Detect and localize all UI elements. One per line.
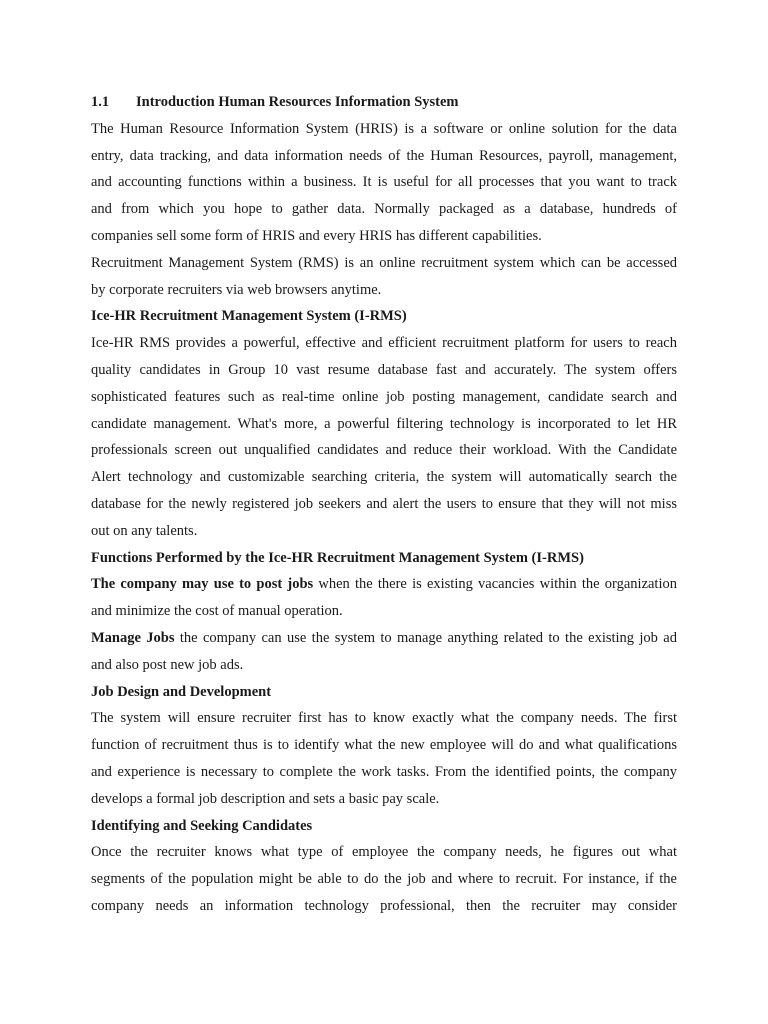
- section-heading: [91, 89, 677, 116]
- paragraph-line: Alert technology and customizable searching criteria, the system will automatically search the: [91, 469, 677, 486]
- irms-paragraph: [91, 330, 677, 544]
- paragraph-line: develops a formal job description and sets a basic pay scale.: [91, 790, 440, 807]
- irms-heading: Ice-HR Recruitment Management System (I-RMS): [91, 308, 407, 325]
- paragraph-line: by corporate recruiters via web browsers anytime.: [91, 281, 382, 298]
- manage-jobs-paragraph: [91, 625, 677, 679]
- paragraph-line: sophisticated features such as real-time online job posting management, candidate search and: [91, 388, 677, 405]
- paragraph-line: professionals screen out unqualified candidates and reduce their workload. With the Candidate: [91, 442, 677, 459]
- paragraph-line: segments of the population might be able to do the job and where to recruit. For instance, if the: [91, 871, 677, 888]
- paragraph-line: companies sell some form of HRIS and every HRIS has different capabilities.: [91, 227, 542, 244]
- rms-paragraph: [91, 250, 677, 304]
- paragraph-line: quality candidates in Group 10 vast resume database fast and accurately. The system offers: [91, 361, 677, 378]
- paragraph-line: and from which you hope to gather data. Normally packaged as a database, hundreds of: [91, 201, 677, 218]
- candidates-heading: Identifying and Seeking Candidates: [91, 817, 313, 834]
- paragraph-line: entry, data tracking, and data information needs of the Human Resources, payroll, management,: [91, 147, 677, 164]
- paragraph-line: [91, 625, 677, 652]
- paragraph-line: and minimize the cost of manual operation.: [91, 603, 343, 620]
- job-design-paragraph: [91, 705, 677, 812]
- section-title: Introduction Human Resources Information System: [136, 94, 459, 110]
- paragraph-line: Ice-HR RMS provides a powerful, effective and efficient recruitment platform for users to reach: [91, 335, 677, 352]
- paragraph-line: out on any talents.: [91, 522, 198, 539]
- candidates-paragraph: [91, 839, 677, 919]
- paragraph-line: company needs an information technology professional, then the recruiter may consider: [91, 897, 677, 914]
- section-number: 1.1: [91, 94, 110, 110]
- paragraph-line: database for the newly registered job seekers and alert the users to ensure that they will not miss: [91, 495, 677, 512]
- paragraph-line: [91, 571, 677, 598]
- paragraph-line: and also post new job ads.: [91, 656, 244, 673]
- paragraph-line: function of recruitment thus is to identify what the new employee will do and what qualifications: [91, 737, 677, 754]
- paragraph-line: Recruitment Management System (RMS) is an online recruitment system which can be accessed: [91, 254, 677, 271]
- paragraph-line: The Human Resource Information System (HRIS) is a software or online solution for the data: [91, 120, 677, 137]
- document-page: [91, 89, 677, 920]
- intro-paragraph: [91, 116, 677, 250]
- paragraph-line: Once the recruiter knows what type of employee the company needs, he figures out what: [91, 844, 677, 861]
- functions-heading: Functions Performed by the Ice-HR Recruitment Management System (I-RMS): [91, 549, 584, 566]
- manage-jobs-text: the company can use the system to manage anything related to the existing job ad: [174, 629, 677, 646]
- job-design-heading: Job Design and Development: [91, 683, 272, 700]
- post-jobs-paragraph: [91, 571, 677, 625]
- post-jobs-label: The company may use to post jobs: [91, 576, 314, 593]
- paragraph-line: The system will ensure recruiter first has to know exactly what the company needs. The first: [91, 710, 677, 727]
- paragraph-line: and experience is necessary to complete the work tasks. From the identified points, the company: [91, 763, 677, 780]
- post-jobs-text: when the there is existing vacancies within the organization: [313, 576, 677, 593]
- paragraph-line: candidate management. What's more, a powerful filtering technology is incorporated to let HR: [91, 415, 677, 432]
- manage-jobs-label: Manage Jobs: [91, 629, 175, 646]
- paragraph-line: and accounting functions within a business. It is useful for all processes that you want to track: [91, 174, 677, 191]
